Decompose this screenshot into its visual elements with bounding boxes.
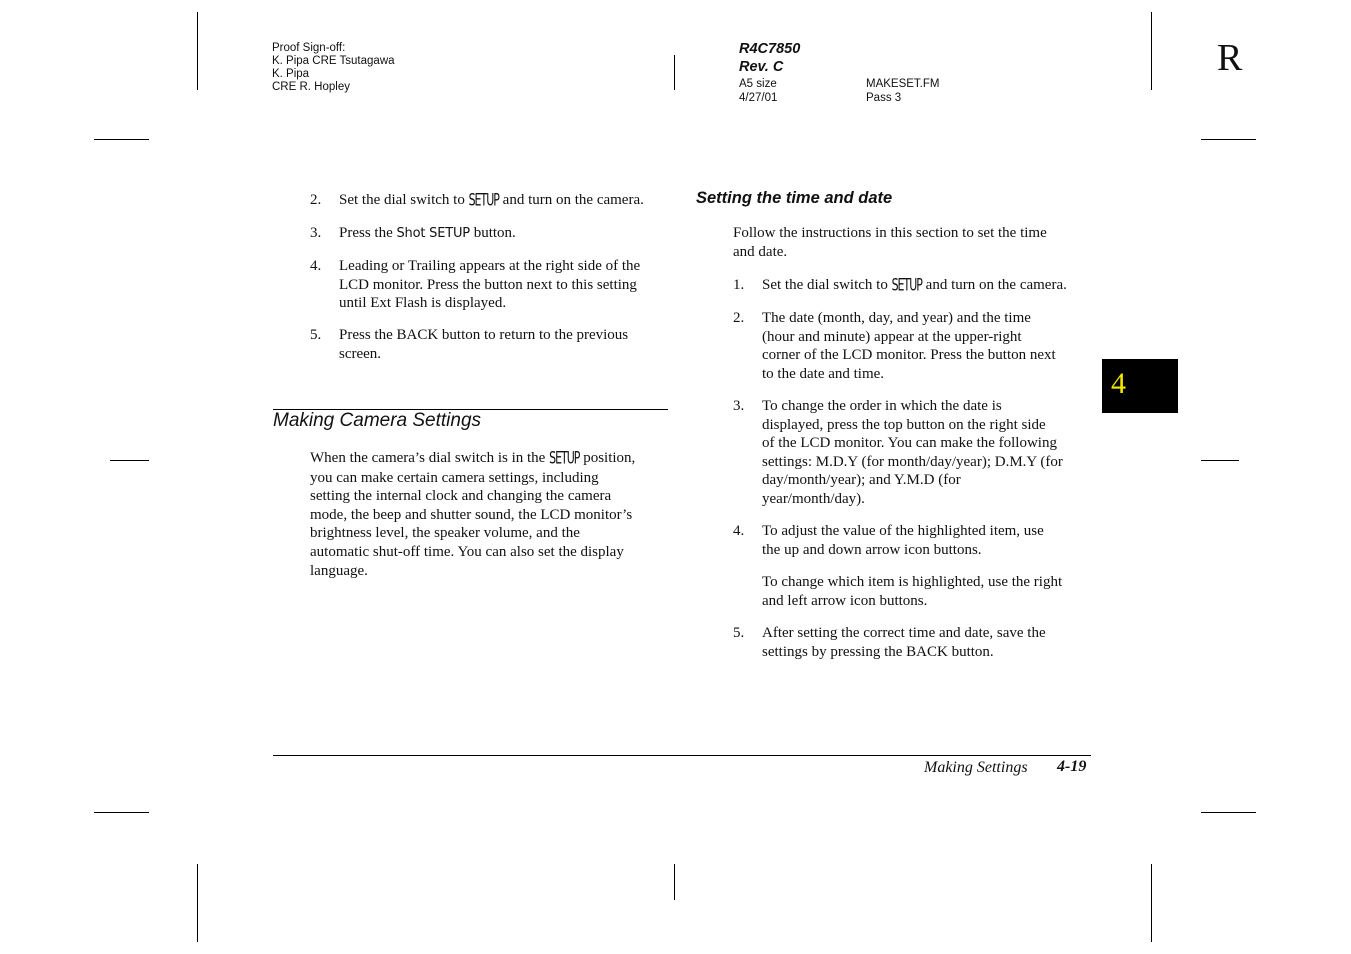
crop-mark — [197, 12, 198, 90]
chapter-tab — [1102, 359, 1178, 413]
crop-mark — [1201, 460, 1239, 461]
model-number: R4C7850 — [739, 41, 801, 57]
step-text: The date (month, day, and year) and the time (hour and minute) appear at the upper-right corner of the LCD monitor. Press the button next to the date and time. — [762, 310, 1056, 382]
crop-mark — [1201, 139, 1256, 140]
step-number: 3. — [733, 398, 745, 414]
setup-dial-icon: SETUP — [549, 448, 580, 468]
step-text: Press the BACK button to return to the previous screen. — [339, 327, 629, 362]
file-name: MAKESET.FM — [866, 78, 940, 90]
registration-mark: R — [1217, 37, 1243, 79]
crop-mark — [1151, 12, 1152, 90]
page-size: A5 size — [739, 78, 777, 90]
step-number: 1. — [733, 277, 745, 293]
section-heading: Making Camera Settings — [273, 410, 482, 431]
step-number: 3. — [310, 225, 322, 241]
crop-mark — [94, 139, 149, 140]
step-text: Set the dial switch to SETUP and turn on the camera. — [762, 276, 1067, 296]
step-text: Leading or Trailing appears at the right side of the LCD monitor. Press the button next to this setting until Ext Flash is displayed. — [339, 258, 641, 312]
signoff-title: Proof Sign-off: — [272, 42, 346, 54]
step-text: After setting the correct time and date, save the settings by pressing the BACK button. — [762, 625, 1046, 660]
revision: Rev. C — [739, 59, 784, 75]
crop-mark — [197, 864, 198, 942]
setup-dial-icon: SETUP — [468, 190, 499, 210]
step-text: To change the order in which the date is displayed, press the top button on the right side of the LCD monitor. You can make the following settings: M.D.Y (for month/day/year); D.M.Y (for day/month/year); and Y.M.D (for year/month/day). — [762, 398, 1063, 507]
footer-rule — [273, 755, 1091, 756]
step-number: 2. — [310, 192, 322, 208]
step-number: 4. — [733, 523, 745, 539]
chapter-number: 4 — [1111, 367, 1126, 400]
proof-date: 4/27/01 — [739, 92, 778, 104]
crop-mark — [674, 864, 675, 900]
step-number: 4. — [310, 258, 322, 274]
signoff-line: K. Pipa CRE Tsutagawa — [272, 55, 395, 67]
subsection-heading: Setting the time and date — [696, 189, 893, 207]
setup-dial-icon: SETUP — [891, 275, 922, 295]
step-text: To adjust the value of the highlighted item, use the up and down arrow icon buttons. — [762, 523, 1044, 558]
step-text: Press the Shot SETUP button. — [339, 225, 516, 241]
step-number: 2. — [733, 310, 745, 326]
footer-section: Making Settings — [924, 759, 1028, 776]
intro-paragraph: Follow the instructions in this section to set the time and date. — [733, 225, 1047, 260]
pass-number: Pass 3 — [866, 92, 902, 104]
step-text: Set the dial switch to SETUP and turn on the camera. — [339, 191, 644, 211]
crop-mark — [94, 812, 149, 813]
signoff-line: CRE R. Hopley — [272, 81, 350, 93]
step-note: To change which item is highlighted, use the right and left arrow icon buttons. — [762, 574, 1063, 609]
crop-mark — [674, 55, 675, 90]
crop-mark — [1151, 864, 1152, 942]
page-number: 4-19 — [1057, 758, 1087, 775]
step-number: 5. — [733, 625, 745, 641]
step-number: 5. — [310, 327, 322, 343]
proof-signoff — [272, 42, 395, 94]
button-name: Shot SETUP — [396, 226, 470, 241]
signoff-line: K. Pipa — [272, 68, 310, 80]
section-paragraph: When the camera’s dial switch is in the SETUP position, you can make certain camera settings, including setting the internal clock and changing the camera mode, the beep and shutter sound, the LCD monitor’s brightness level, the speaker volume, and the automatic shut-off time. You can also set the display language. — [310, 449, 670, 580]
crop-mark — [110, 460, 149, 461]
crop-mark — [1201, 812, 1256, 813]
